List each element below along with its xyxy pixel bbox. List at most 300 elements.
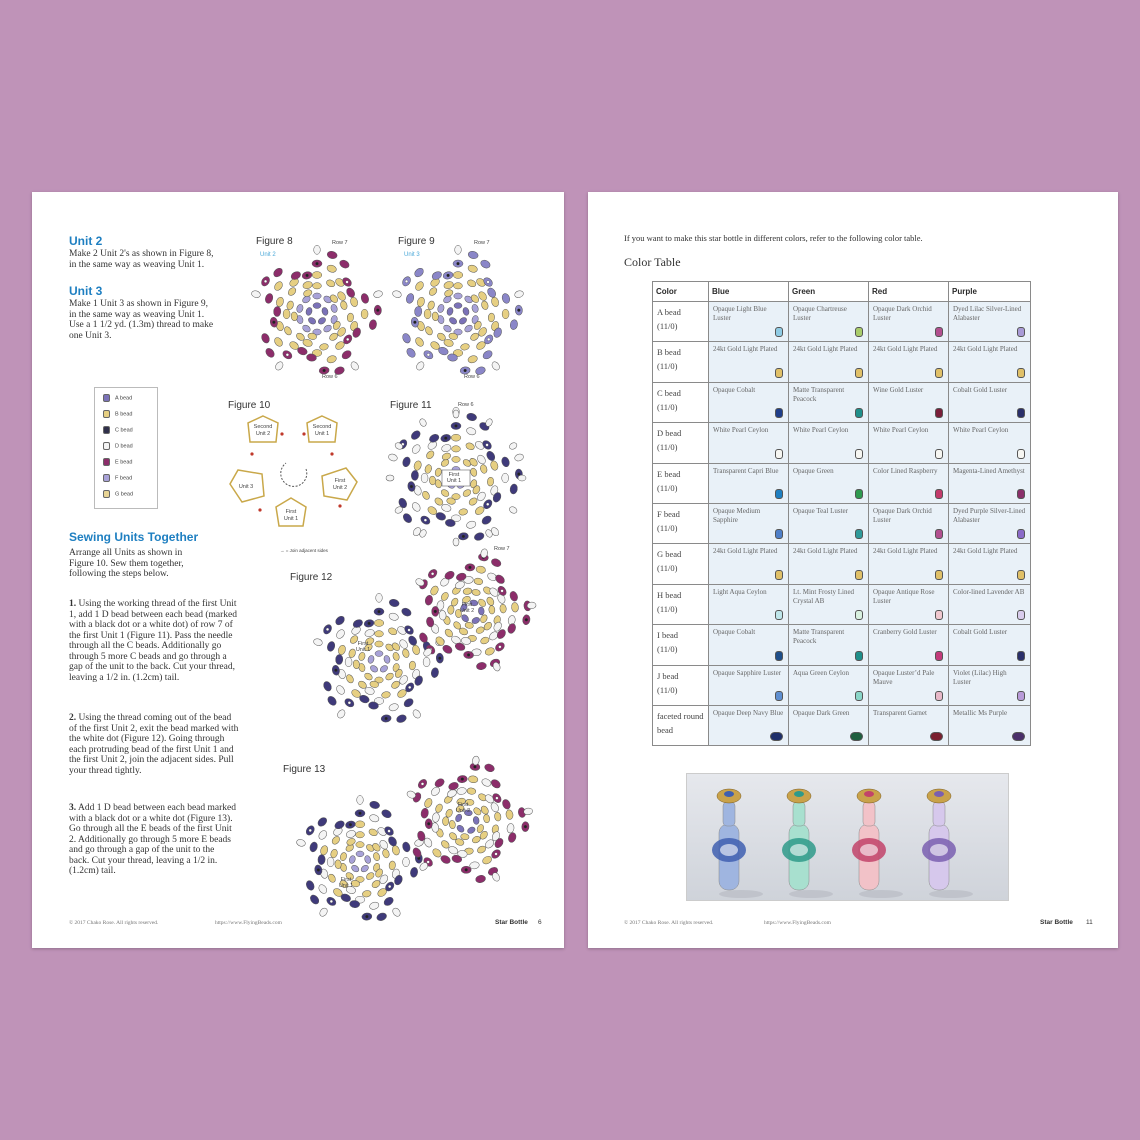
bead	[382, 896, 394, 908]
bead	[376, 912, 388, 922]
legend-swatch-6	[103, 490, 110, 498]
footer-url[interactable]: https://www.FlyingBeads.com	[215, 920, 282, 926]
table-row	[653, 544, 1031, 584]
sewing-heading: Sewing Units Together	[69, 530, 199, 544]
bead	[327, 857, 334, 867]
bead-marker	[427, 822, 430, 825]
bead	[339, 852, 347, 862]
fig10-unit-line1: Second	[253, 424, 273, 430]
color-name: 24kt Gold Light Plated	[793, 547, 858, 556]
bead	[388, 598, 399, 607]
bead-swatch	[775, 529, 783, 539]
footer-page-number: 11	[1086, 919, 1093, 926]
bead	[361, 309, 368, 319]
bead-name: E bead	[657, 468, 681, 479]
bead	[345, 673, 355, 684]
bead	[305, 879, 316, 891]
figure9-row-label: Row 7	[474, 240, 490, 246]
color-name: Transparent Garnet	[873, 708, 927, 717]
bead	[490, 296, 500, 307]
color-cell	[869, 544, 949, 584]
bead	[425, 449, 436, 460]
color-cell	[789, 665, 869, 705]
bead	[479, 464, 488, 474]
color-cell	[789, 382, 869, 422]
bead-marker	[427, 353, 430, 356]
bead	[331, 835, 342, 846]
bead	[455, 245, 462, 254]
bead	[465, 442, 476, 451]
table-row	[653, 503, 1031, 543]
color-cell	[869, 503, 949, 543]
bead	[468, 775, 478, 783]
bead	[462, 307, 470, 316]
figure11-bottom-label: Row 7	[494, 546, 510, 552]
bead	[466, 826, 476, 835]
bead	[428, 433, 440, 444]
bead	[421, 473, 428, 483]
bead	[456, 824, 466, 834]
bead	[467, 354, 478, 364]
bead-swatch	[935, 408, 943, 418]
bead	[511, 602, 519, 612]
bead-swatch	[855, 327, 863, 337]
bead-name-cell	[653, 625, 709, 665]
bead	[380, 808, 392, 819]
bead	[484, 763, 496, 773]
bead	[319, 845, 329, 856]
beaded-bottle	[782, 789, 833, 898]
bead	[488, 605, 495, 614]
color-name: Opaque Dark Orchid Luster	[873, 305, 932, 322]
bead	[309, 841, 319, 853]
unit2-text: Make 2 Unit 2's as shown in Figure 8, in the same way as weaving Unit 1.	[69, 249, 214, 270]
figure12-unit2-label: First Unit 2	[459, 602, 475, 614]
bottles-illustration	[687, 774, 1010, 902]
legend-swatch-2	[103, 426, 110, 434]
bead-marker	[486, 444, 489, 447]
bead-swatch	[935, 691, 943, 701]
bead-swatch	[775, 691, 783, 701]
bead	[490, 460, 500, 471]
bead	[413, 266, 425, 278]
bead-swatch	[930, 732, 943, 741]
legend-swatch-4	[103, 458, 110, 466]
unit3-text: Make 1 Unit 3 as shown in Figure 9, in the same way as weaving Unit 1. Use a 1 1/2 yd. (1.3m) thread to make one Unit 3.	[69, 299, 214, 341]
bead	[405, 293, 415, 305]
bead-name: A bead	[657, 307, 681, 317]
bead-name: G bead	[657, 549, 682, 560]
bead	[514, 453, 525, 462]
color-cell	[789, 423, 869, 463]
bead	[475, 565, 486, 574]
color-cell	[709, 463, 789, 503]
table-row	[653, 584, 1031, 624]
bead	[441, 452, 452, 461]
bead	[381, 691, 391, 699]
bead	[439, 854, 451, 865]
bead	[480, 636, 491, 645]
bead-name-cell	[653, 463, 709, 503]
bead	[336, 708, 347, 719]
bead	[480, 805, 490, 816]
bead	[410, 429, 422, 441]
bead	[274, 360, 285, 371]
sewing-step-3: 3. Add 1 D bead between each bead marked with a black dot or a white dot (Figure 13). Go through all the E beads of the first Unit 2. Additionally go through 5 more E beads and go through a gap of the unit to the back. Cut your thread, leaving a 1/2 in. (1.2cm) tail.	[69, 803, 236, 876]
bead	[379, 664, 389, 673]
bead-swatch	[775, 610, 783, 620]
color-name: Wine Gold Luster	[873, 385, 924, 394]
bead-swatch	[775, 449, 783, 459]
bead-marker	[517, 473, 520, 476]
bead	[424, 325, 434, 336]
bead-swatch	[935, 610, 943, 620]
color-name: Opaque Medium Sapphire	[713, 506, 761, 524]
bead	[335, 628, 346, 640]
color-cell	[709, 584, 789, 624]
bead-marker	[455, 425, 458, 428]
bead-swatch	[855, 489, 863, 499]
bead-marker	[309, 829, 312, 832]
bead	[333, 819, 345, 830]
bead	[309, 893, 321, 905]
bead-swatch	[935, 570, 943, 580]
bead	[467, 264, 478, 274]
color-name: Matte Transparent Peacock	[793, 628, 845, 646]
color-cell	[869, 625, 949, 665]
bead-marker	[427, 861, 430, 864]
bead	[317, 316, 327, 325]
bead	[466, 426, 477, 436]
bead	[463, 324, 473, 334]
bead	[448, 316, 458, 325]
bead	[411, 470, 419, 480]
bead	[423, 797, 433, 809]
figure10-label: Figure 10	[228, 400, 271, 411]
color-cell	[949, 625, 1031, 665]
bead-name-cell	[653, 665, 709, 705]
bead	[499, 604, 506, 613]
bead	[488, 313, 495, 322]
bead	[349, 360, 360, 371]
bead-marker	[349, 823, 352, 826]
bead	[283, 309, 290, 319]
bead	[335, 654, 343, 664]
bead	[472, 756, 480, 766]
bead	[316, 816, 328, 828]
color-name: Opaque Light Blue Luster	[713, 305, 767, 322]
legend-swatch-1	[103, 410, 110, 418]
bead	[443, 280, 454, 290]
color-cell	[949, 665, 1031, 705]
color-cell	[789, 705, 869, 745]
figure8-diagram	[255, 244, 385, 374]
bead-marker	[264, 280, 267, 283]
bead	[401, 841, 411, 853]
bead-swatch	[855, 529, 863, 539]
bead-marker	[365, 915, 368, 918]
bead	[337, 644, 347, 655]
bead	[348, 855, 356, 864]
bead	[372, 852, 380, 862]
bead-marker	[326, 628, 329, 631]
figure12-unit1-label: First Unit 1	[355, 641, 371, 653]
table-row	[653, 423, 1031, 463]
bead	[367, 655, 375, 664]
bead	[356, 832, 365, 838]
figure10-caption: → = Join adjacent sides	[280, 548, 328, 553]
bead-name-cell	[653, 705, 709, 745]
bead	[328, 332, 339, 342]
figure11-center-label: First Unit 1	[446, 472, 462, 484]
color-table-title: Color Table	[624, 255, 681, 269]
bead	[431, 270, 443, 281]
bead-marker	[359, 812, 362, 815]
legend-item: E bead	[103, 458, 132, 466]
color-cell	[869, 665, 949, 705]
bead-name: I bead	[657, 630, 679, 641]
fig10-rotation-arrow	[281, 463, 307, 486]
bead-marker	[421, 782, 424, 785]
bead	[451, 434, 461, 441]
bead-swatch	[1017, 529, 1025, 539]
bead	[363, 672, 373, 682]
color-name: Dyed Lilac Silver-Lined Alabaster	[953, 305, 1022, 322]
legend-item: F bead	[103, 474, 132, 482]
color-cell	[789, 342, 869, 382]
figure10-diagram	[224, 414, 374, 544]
bead	[418, 418, 427, 428]
bead-marker	[517, 309, 520, 312]
bead	[251, 290, 262, 299]
bead	[291, 312, 298, 321]
bead-swatch	[935, 489, 943, 499]
bead	[434, 803, 444, 814]
bead	[369, 800, 380, 809]
bead	[502, 473, 509, 483]
bead	[485, 450, 496, 462]
bead	[375, 651, 383, 657]
color-name: White Pearl Ceylon	[873, 426, 929, 435]
bead-size: (11/0)	[657, 442, 678, 453]
bead-marker	[346, 338, 349, 341]
bead	[429, 476, 436, 485]
bead-swatch	[775, 408, 783, 418]
bead	[501, 293, 511, 305]
bead	[420, 808, 429, 819]
bead-swatch	[1017, 449, 1025, 459]
bead	[326, 695, 338, 707]
bead	[509, 590, 519, 602]
bead	[334, 860, 341, 869]
bead	[318, 907, 329, 918]
bead	[356, 851, 364, 857]
bead	[424, 594, 434, 606]
bead	[441, 644, 453, 656]
bead	[275, 296, 285, 307]
color-name: Opaque Dark Orchid Luster	[873, 506, 932, 524]
bead-swatch	[1017, 610, 1025, 620]
bead-size: (11/0)	[657, 361, 678, 372]
bead	[443, 288, 454, 297]
figure12-label: Figure 12	[290, 572, 333, 583]
bead	[501, 798, 512, 810]
bead-swatch	[855, 651, 863, 661]
bead	[523, 807, 533, 815]
figure9-bead-label: Row 6	[464, 374, 480, 380]
bead	[392, 652, 400, 662]
bead	[360, 864, 370, 873]
bead-marker	[316, 262, 319, 265]
color-cell	[789, 503, 869, 543]
bead	[345, 286, 356, 298]
color-name: 24kt Gold Light Plated	[873, 547, 938, 556]
bead	[296, 838, 307, 847]
bead	[411, 644, 421, 655]
bead	[314, 245, 321, 254]
bead-name: faceted round bead	[657, 710, 704, 735]
bead-size: (11/0)	[657, 603, 678, 614]
bead	[501, 456, 511, 468]
bead	[479, 259, 491, 270]
bead	[325, 279, 336, 288]
color-name: Opaque Sapphire Luster	[713, 668, 782, 677]
bead	[514, 290, 525, 299]
bead-swatch	[775, 327, 783, 337]
figure11-label: Figure 11	[390, 400, 432, 411]
bead	[364, 628, 375, 638]
bead	[486, 286, 497, 298]
bead	[475, 874, 486, 883]
bead	[473, 531, 485, 541]
bead	[307, 316, 317, 325]
bead-swatch	[855, 449, 863, 459]
color-name: Dyed Purple Silver-Lined Alabaster	[953, 506, 1026, 524]
bead-name: H bead	[657, 589, 682, 600]
color-cell	[709, 423, 789, 463]
bead-marker	[408, 686, 411, 689]
bead-marker	[467, 654, 470, 657]
bead	[386, 475, 394, 481]
bead-marker	[525, 618, 528, 621]
bead	[312, 272, 322, 279]
bead	[490, 778, 502, 790]
bead	[429, 585, 440, 597]
bead-swatch	[855, 610, 863, 620]
bead	[409, 661, 416, 670]
bead	[347, 313, 354, 322]
table-row	[653, 382, 1031, 422]
bead	[375, 641, 383, 647]
bead	[446, 307, 454, 316]
bead	[349, 296, 359, 307]
color-name: Light Aqua Ceylon	[713, 587, 767, 596]
color-name: Opaque Cobalt	[713, 385, 756, 394]
bead	[481, 777, 493, 787]
color-cell	[709, 503, 789, 543]
bead-marker	[378, 610, 381, 613]
bead	[403, 857, 410, 867]
bead-marker	[334, 669, 337, 672]
bead-swatch	[1017, 489, 1025, 499]
color-name: 24kt Gold Light Plated	[873, 345, 938, 354]
fig10-unit-line1: Second	[312, 424, 332, 430]
color-name: Opaque Green	[793, 466, 834, 475]
color-cell	[789, 544, 869, 584]
bead-marker	[501, 590, 504, 593]
bead	[490, 360, 501, 371]
bead-swatch	[935, 449, 943, 459]
bead	[505, 809, 513, 820]
color-name: Magenta-Lined Amethyst	[953, 466, 1025, 475]
color-name: Transparent Capri Blue	[713, 466, 779, 475]
table-row	[653, 302, 1031, 342]
color-name: Metallic Ms Purple	[953, 708, 1008, 717]
bead-marker	[498, 645, 501, 648]
bead	[401, 648, 410, 658]
bead-swatch	[775, 489, 783, 499]
bead	[466, 520, 477, 530]
bead	[507, 623, 517, 635]
bead	[411, 708, 422, 719]
bead-size: (11/0)	[657, 684, 678, 695]
bead	[428, 286, 439, 297]
bead-swatch	[935, 327, 943, 337]
color-name: Color-lined Lavender AB	[953, 587, 1025, 596]
bead	[334, 614, 346, 626]
bead	[374, 620, 384, 627]
fig10-unit-line2: Unit 2	[255, 431, 271, 437]
bead-size: (11/0)	[657, 522, 678, 533]
bead	[369, 813, 380, 823]
bead	[452, 456, 460, 462]
color-name: 24kt Gold Light Plated	[713, 345, 778, 354]
bead-name-cell	[653, 382, 709, 422]
figure13-unit1-label: First Unit 1	[338, 877, 354, 889]
bead	[388, 453, 399, 462]
footer-url[interactable]: https://www.FlyingBeads.com	[764, 920, 831, 926]
bead	[391, 845, 401, 856]
bead	[502, 309, 509, 319]
bead	[414, 336, 425, 348]
bead	[466, 279, 477, 288]
bead	[402, 456, 412, 468]
bead	[437, 304, 445, 314]
bead	[273, 280, 284, 292]
bead	[454, 813, 463, 823]
bead-swatch	[1017, 691, 1025, 701]
bead	[468, 496, 479, 506]
bead-marker	[474, 765, 477, 768]
bead	[389, 861, 396, 870]
bead	[345, 829, 356, 839]
bead-marker	[464, 369, 467, 372]
table-row	[653, 665, 1031, 705]
bead-size: (11/0)	[657, 482, 678, 493]
bead-swatch	[770, 732, 783, 741]
bead	[407, 634, 418, 646]
bead	[395, 713, 407, 723]
bead	[290, 270, 302, 281]
bead-name: B bead	[657, 347, 681, 358]
sewing-intro: Arrange all Units as shown in Figure 10. Sew them together, following the steps below.	[69, 548, 184, 579]
bead	[313, 303, 321, 309]
bead	[376, 593, 383, 602]
color-name: Opaque Antique Rose Luster	[873, 587, 935, 605]
color-name: 24kt Gold Light Plated	[713, 547, 778, 556]
bead-swatch	[1012, 732, 1025, 741]
bead	[467, 250, 478, 259]
